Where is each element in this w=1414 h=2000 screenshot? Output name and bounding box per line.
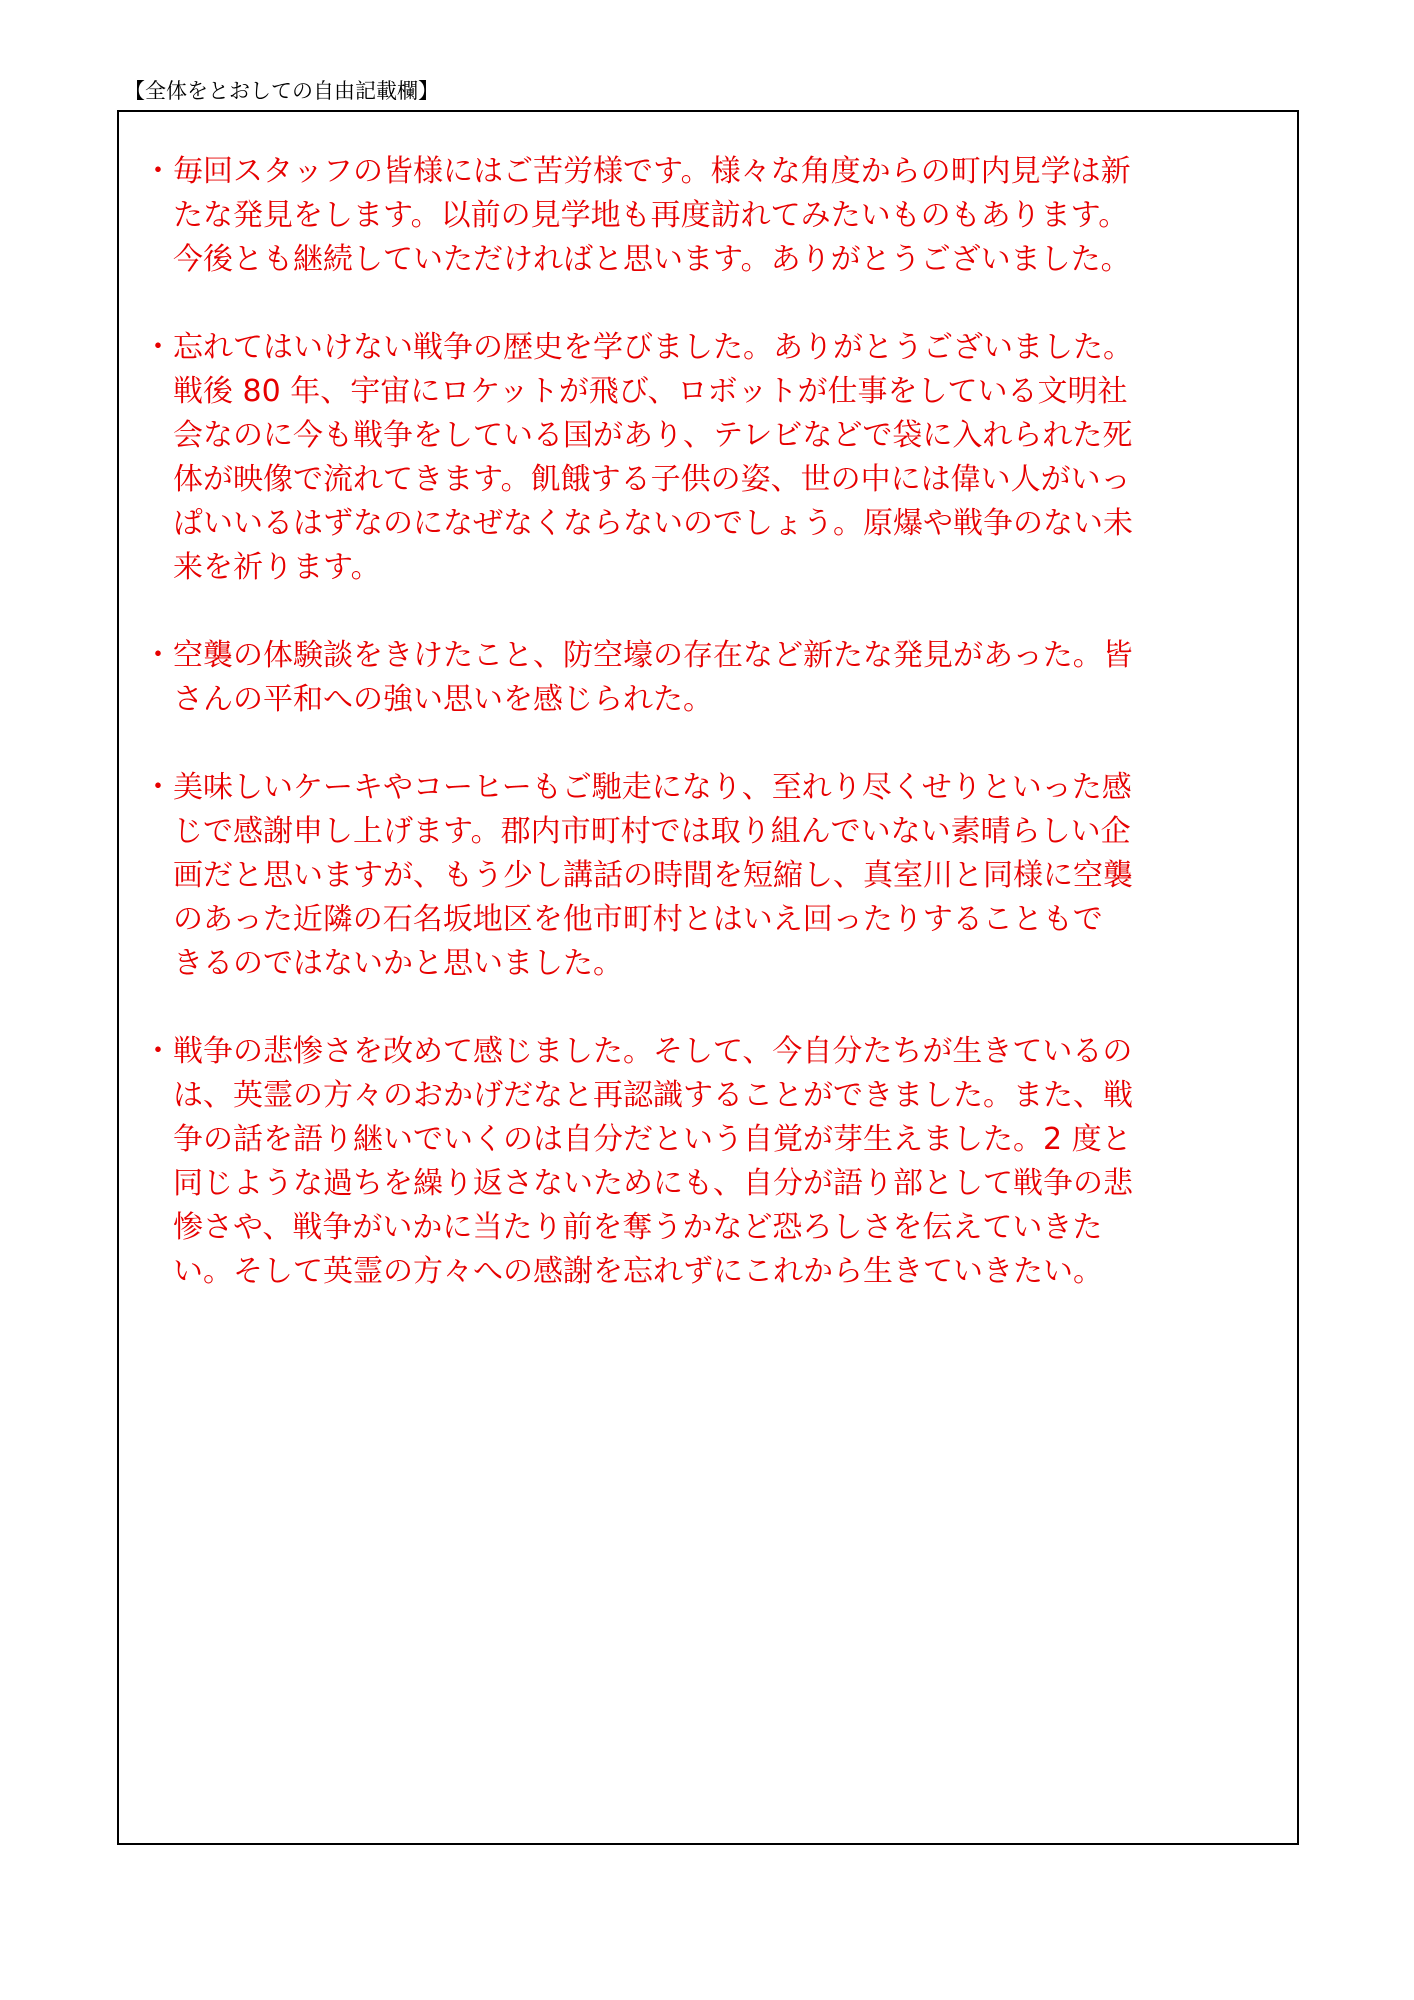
comment-item <box>143 634 1285 722</box>
comment-list <box>143 150 1285 1338</box>
comment-line: ぱいいるはずなのになぜなくならないのでしょう。原爆や戦争のない未 <box>173 506 1133 541</box>
comment-line: 空襲の体験談をきけたこと、防空壕の存在など新たな発見があった。皆 <box>173 638 1133 673</box>
comment-item <box>143 326 1285 590</box>
comment-line: きるのではないかと思いました。 <box>173 946 623 981</box>
comment-item <box>143 766 1285 986</box>
bullet-mark: ・ <box>143 330 173 365</box>
comment-line: 体が映像で流れてきます。飢餓する子供の姿、世の中には偉い人がいっ <box>173 462 1131 497</box>
comment-line: 会なのに今も戦争をしている国があり、テレビなどで袋に入れられた死 <box>173 418 1133 453</box>
bullet-mark: ・ <box>143 638 173 673</box>
comment-line: 戦後 80 年、宇宙にロケットが飛び、ロボットが仕事をしている文明社 <box>173 374 1128 409</box>
comment-item <box>143 150 1285 282</box>
comment-line: 戦争の悲惨さを改めて感じました。そして、今自分たちが生きているの <box>173 1034 1133 1069</box>
comment-line: 来を祈ります。 <box>173 550 381 585</box>
comment-line: 毎回スタッフの皆様にはご苦労様です。様々な角度からの町内見学は新 <box>173 154 1131 189</box>
comment-line: 今後とも継続していただければと思います。ありがとうございました。 <box>173 242 1131 277</box>
bullet-mark: ・ <box>143 1034 173 1069</box>
comment-line: 画だと思いますが、もう少し講話の時間を短縮し、真室川と同様に空襲 <box>173 858 1133 893</box>
comment-line: は、英霊の方々のおかげだなと再認識することができました。また、戦 <box>173 1078 1133 1113</box>
comment-line: 忘れてはいけない戦争の歴史を学びました。ありがとうございました。 <box>173 330 1133 365</box>
comment-line: たな発見をします。以前の見学地も再度訪れてみたいものもあります。 <box>173 198 1129 233</box>
comment-line: 同じような過ちを繰り返さないためにも、自分が語り部として戦争の悲 <box>173 1166 1133 1201</box>
comment-line: さんの平和への強い思いを感じられた。 <box>173 682 713 717</box>
bullet-mark: ・ <box>143 770 173 805</box>
comment-text <box>173 326 1285 590</box>
bullet-mark: ・ <box>143 154 173 189</box>
comment-line: 争の話を語り継いでいくのは自分だという自覚が芽生えました。2 度と <box>173 1122 1132 1157</box>
comment-item <box>143 1030 1285 1294</box>
comment-line: 美味しいケーキやコーヒーもご馳走になり、至れり尽くせりといった感 <box>173 770 1132 805</box>
free-comment-box <box>117 110 1299 1845</box>
comment-text <box>173 1030 1285 1294</box>
comment-line: 惨さや、戦争がいかに当たり前を奪うかなど恐ろしさを伝えていきた <box>173 1210 1103 1245</box>
comment-text <box>173 150 1285 282</box>
section-heading: 【全体をとおしての自由記載欄】 <box>124 79 439 103</box>
comment-text <box>173 634 1285 722</box>
comment-line: い。そして英霊の方々への感謝を忘れずにこれから生きていきたい。 <box>173 1254 1103 1289</box>
comment-line: じで感謝申し上げます。郡内市町村では取り組んでいない素晴らしい企 <box>173 814 1131 849</box>
comment-text <box>173 766 1285 986</box>
comment-line: のあった近隣の石名坂地区を他市町村とはいえ回ったりすることもで <box>173 902 1103 937</box>
